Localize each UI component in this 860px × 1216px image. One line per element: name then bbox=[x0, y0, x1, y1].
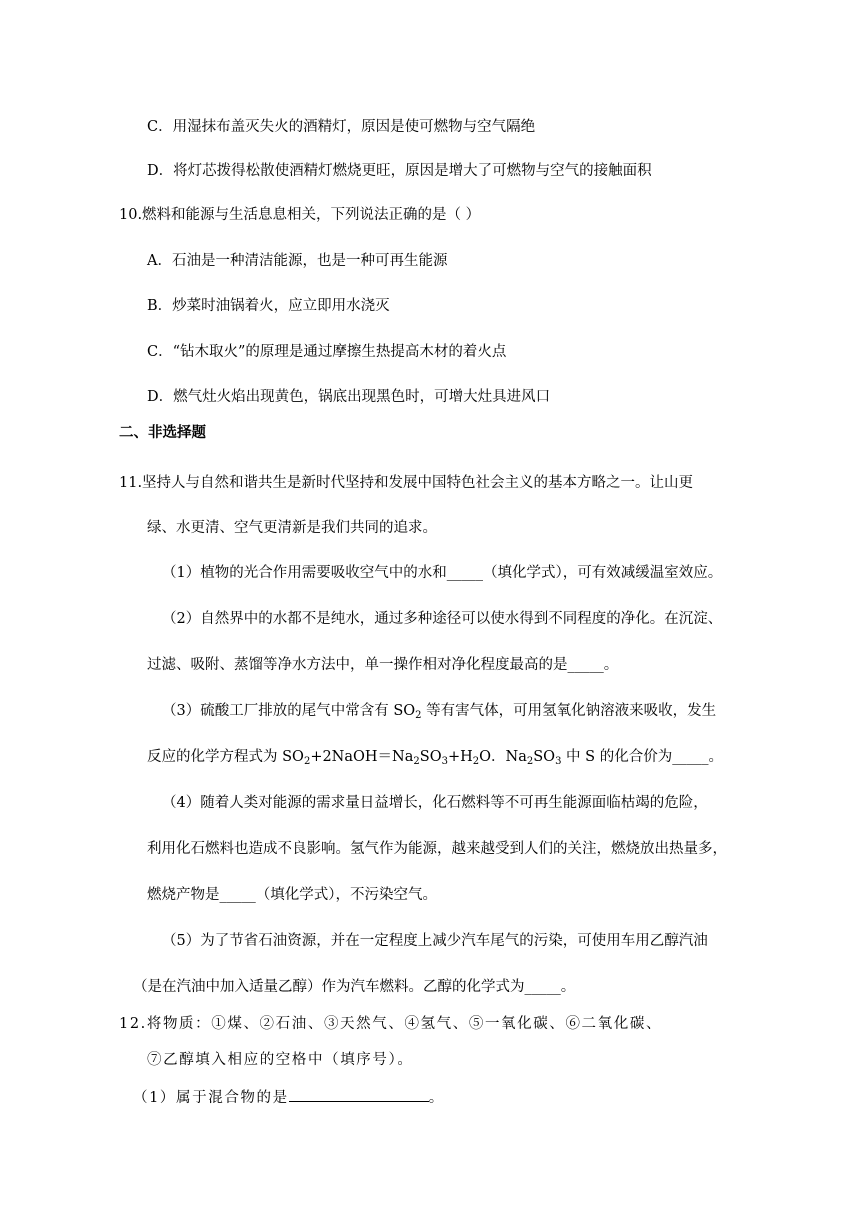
answer-blank[interactable] bbox=[289, 1087, 429, 1102]
q12-part1: （1）属于混合物的是 。 bbox=[133, 1087, 445, 1108]
q11-part1: （1）植物的光合作用需要吸收空气中的水和_____（填化学式），可有效减缓温室效应。 bbox=[162, 565, 723, 581]
q11-part2-line1: （2）自然界中的水都不是纯水，通过多种途径可以使水得到不同程度的净化。在沉淀、 bbox=[162, 611, 723, 627]
q10-option-b: B．炒菜时油锅着火，应立即用水浇灭 bbox=[147, 298, 390, 314]
q11-part3-line1: （3）硫酸工厂排放的尾气中常含有 $SO_2$ 等有害气体，可用氢氧化钠溶液来吸收，发生 bbox=[162, 703, 717, 721]
q10-option-a: A．石油是一种清洁能源，也是一种可再生能源 bbox=[147, 253, 448, 269]
q12-stem-line1: 12.将物质：①煤、②石油、③天然气、④氢气、⑤一氧化碳、⑥二氧化碳、 bbox=[119, 1016, 663, 1032]
q11-part5-line1: （5）为了节省石油资源，并在一定程度上减少汽车尾气的污染，可使用车用乙醇汽油 bbox=[162, 933, 708, 949]
q9-option-d: D．将灯芯拨得松散使酒精灯燃烧更旺，原因是增大了可燃物与空气的接触面积 bbox=[147, 163, 652, 179]
q11-stem-line2: 绿、水更清、空气更清新是我们共同的追求。 bbox=[147, 520, 437, 536]
q11-stem-line1: 11.坚持人与自然和谐共生是新时代坚持和发展中国特色社会主义的基本方略之一。让山更 bbox=[119, 475, 694, 491]
q10-option-c: C．“钻木取火”的原理是通过摩擦生热提高木材的着火点 bbox=[147, 344, 507, 360]
q11-part2-line2: 过滤、吸附、蒸馏等净水方法中，单一操作相对净化程度最高的是_____。 bbox=[147, 657, 619, 673]
q9-option-c: C．用湿抹布盖灭失火的酒精灯，原因是使可燃物与空气隔绝 bbox=[147, 119, 536, 135]
section-title: 二、非选择题 bbox=[119, 425, 206, 441]
q12-stem-line2: ⑦乙醇填入相应的空格中（填序号）。 bbox=[147, 1052, 414, 1068]
q11-part4-line2: 利用化石燃料也造成不良影响。氢气作为能源，越来越受到人们的关注，燃烧放出热量多， bbox=[147, 841, 727, 857]
q10-option-d: D．燃气灶火焰出现黄色，锅底出现黑色时，可增大灶具进风口 bbox=[147, 389, 551, 405]
q11-part4-line1: （4）随着人类对能源的需求量日益增长，化石燃料等不可再生能源面临枯竭的危险， bbox=[162, 795, 708, 811]
q11-part4-line3: 燃烧产物是_____（填化学式），不污染空气。 bbox=[147, 887, 437, 903]
q10-stem: 10.燃料和能源与生活息息相关，下列说法正确的是（ ） bbox=[119, 207, 481, 223]
q11-part3-line2: 反应的化学方程式为 $SO_2+2NaOH=Na_2SO_3+H_2O$．$Na_2SO_3$ 中 S 的化合价为_____。 bbox=[147, 749, 723, 767]
q11-part5-line2: （是在汽油中加入适量乙醇）作为汽车燃料。乙醇的化学式为_____。 bbox=[133, 979, 576, 995]
